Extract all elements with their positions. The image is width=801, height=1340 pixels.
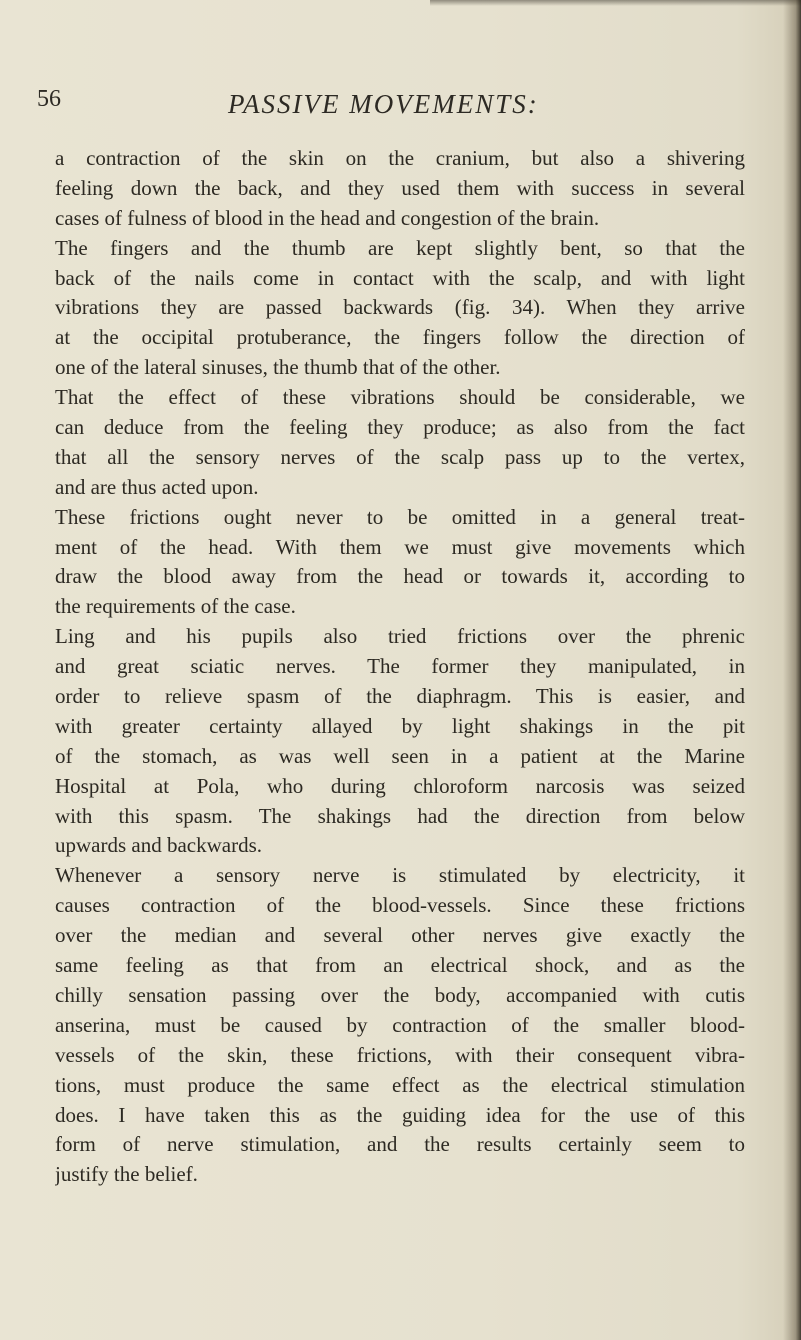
text-line: That the effect of these vibrations should be considerable, we [55, 385, 745, 410]
text-line: Whenever a sensory nerve is stimulated by electricity, it [55, 863, 745, 888]
text-line: chilly sensation passing over the body, accompanied with cutis [55, 982, 745, 1007]
page-header [0, 86, 801, 126]
text-line: vibrations they are passed backwards (fig. 34). When they arrive [55, 295, 745, 320]
text-line: does. I have taken this as the guiding idea for the use of this [55, 1102, 745, 1127]
text-line: Hospital at Pola, who during chloroform narcosis was seized [55, 773, 745, 798]
text-line: and are thus acted upon. [55, 474, 259, 499]
body-text [55, 144, 745, 1190]
running-head: PASSIVE MOVEMENTS: [228, 89, 539, 119]
text-line: order to relieve spasm of the diaphragm. This is easier, and [55, 684, 745, 709]
text-line: of the stomach, as was well seen in a patient at the Marine [55, 743, 745, 768]
text-line: one of the lateral sinuses, the thumb that of the other. [55, 355, 501, 380]
text-line: Ling and his pupils also tried frictions over the phrenic [55, 624, 745, 649]
text-line: form of nerve stimulation, and the results certainly seem to [55, 1132, 745, 1157]
text-line: a contraction of the skin on the cranium, but also a shivering [55, 146, 745, 170]
page-binding-shadow [783, 0, 801, 1340]
text-line: same feeling as that from an electrical shock, and as the [55, 953, 745, 978]
text-line: vessels of the skin, these frictions, with their consequent vibra- [55, 1042, 745, 1067]
page-number: 56 [37, 86, 61, 112]
text-line: with this spasm. The shakings had the direction from below [55, 803, 745, 828]
text-line: The fingers and the thumb are kept slightly bent, so that the [55, 235, 745, 260]
text-line: ment of the head. With them we must give movements which [55, 534, 745, 559]
text-line: back of the nails come in contact with the scalp, and with light [55, 265, 745, 290]
text-line: and great sciatic nerves. The former they manipulated, in [55, 654, 745, 679]
text-line: with greater certainty allayed by light shakings in the pit [55, 713, 745, 738]
text-line: feeling down the back, and they used them with success in several [55, 175, 745, 200]
text-line: anserina, must be caused by contraction of the smaller blood- [55, 1012, 745, 1037]
text-line: cases of fulness of blood in the head and congestion of the brain. [55, 205, 600, 230]
text-line: tions, must produce the same effect as the electrical stimulation [55, 1072, 745, 1097]
text-line: justify the belief. [55, 1162, 198, 1187]
text-line: that all the sensory nerves of the scalp pass up to the vertex, [55, 444, 745, 469]
text-line: upwards and backwards. [55, 833, 263, 858]
text-line: the requirements of the case. [55, 594, 296, 619]
page-top-edge-shadow [430, 0, 801, 6]
text-line: at the occipital protuberance, the fingers follow the direction of [55, 325, 745, 350]
text-line: These frictions ought never to be omitted in a general treat- [55, 504, 745, 529]
text-line: draw the blood away from the head or towards it, according to [55, 564, 745, 589]
text-line: over the median and several other nerves give exactly the [55, 923, 745, 948]
text-line: causes contraction of the blood-vessels. Since these frictions [55, 893, 745, 918]
text-line: can deduce from the feeling they produce; as also from the fact [55, 415, 745, 440]
